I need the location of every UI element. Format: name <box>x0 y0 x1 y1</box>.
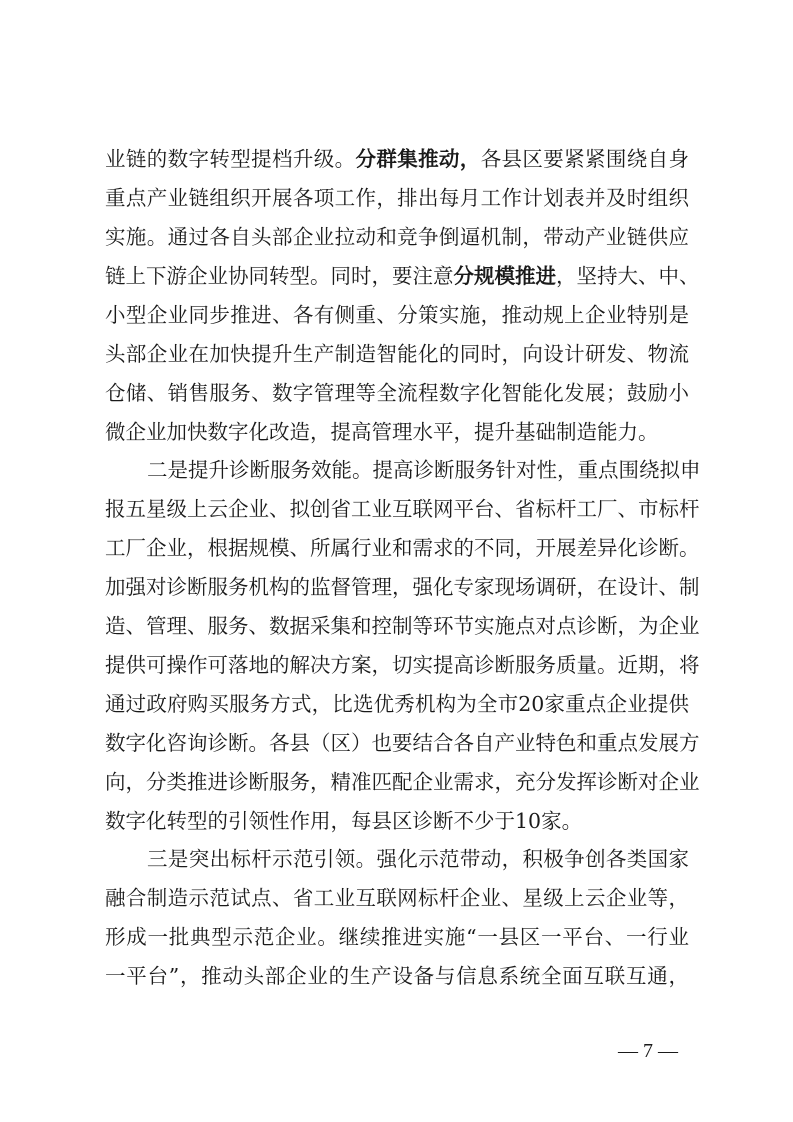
text-line <box>105 225 689 249</box>
text-line <box>105 420 689 444</box>
text-segment: 融合制造示范试点、省工业互联网标杆企业、星级上云企业等， <box>105 886 689 910</box>
text-segment: 提供可操作可落地的解决方案，切实提高诊断服务质量。近期，将 <box>105 653 700 677</box>
text-line <box>105 692 689 716</box>
text-line <box>105 770 700 794</box>
emphasis-text: 二是提升诊断服务效能。 <box>147 458 373 482</box>
text-segment: 仓储、销售服务、数字管理等全流程数字化智能化发展；鼓励小 <box>105 381 689 405</box>
text-segment: 小型企业同步推进、各有侧重、分策实施，推动规上企业特别是 <box>105 303 689 327</box>
text-line <box>105 886 689 910</box>
emphasis-text: 三是突出标杆示范引领。 <box>147 847 377 871</box>
text-line <box>105 381 689 405</box>
text-line <box>105 964 689 988</box>
text-segment: 报五星级上云企业、拟创省工业互联网平台、省标杆工厂、市标杆 <box>105 497 700 521</box>
page-number: — 7 — <box>618 1040 678 1062</box>
text-segment: 向，分类推进诊断服务，精准匹配企业需求，充分发挥诊断对企业 <box>105 770 700 794</box>
text-line <box>105 264 700 288</box>
text-line <box>105 809 689 833</box>
text-line <box>105 186 689 210</box>
text-segment: 形成一批典型示范企业。继续推进实施“一县区一平台、一行业 <box>105 925 689 949</box>
text-segment: 重点产业链组织开展各项工作，排出每月工作计划表并及时组织 <box>105 186 689 210</box>
text-segment: 业链的数字转型提档升级。 <box>105 147 356 171</box>
text-line <box>105 497 700 521</box>
text-line <box>147 847 689 871</box>
text-segment: 强化示范带动，积极争创各类国家 <box>376 847 690 871</box>
emphasis-text: 分群集推动， <box>355 147 481 171</box>
text-segment: 链上下游企业协同转型。同时，要注意 <box>105 264 454 288</box>
text-line <box>105 342 689 366</box>
text-line <box>105 303 689 327</box>
text-segment: 造、管理、服务、数据采集和控制等环节实施点对点诊断，为企业 <box>105 614 700 638</box>
text-segment: 数字化咨询诊断。各县（区）也要结合各自产业特色和重点发展方 <box>105 731 700 755</box>
text-line <box>105 536 700 560</box>
text-line <box>105 147 689 171</box>
text-segment: 一平台”，推动头部企业的生产设备与信息系统全面互联互通， <box>105 964 689 988</box>
text-line <box>105 653 700 677</box>
text-segment: 工厂企业，根据规模、所属行业和需求的不同，开展差异化诊断。 <box>105 536 700 560</box>
text-segment: 数字化转型的引领性作用，每县区诊断不少于10家。 <box>105 809 583 833</box>
emphasis-text: 分规模推进 <box>453 264 556 288</box>
text-segment: 加强对诊断服务机构的监督管理，强化专家现场调研，在设计、制 <box>105 575 700 599</box>
text-line <box>105 731 700 755</box>
text-segment: 实施。通过各自头部企业拉动和竞争倒逼机制，带动产业链供应 <box>105 225 689 249</box>
text-segment: 通过政府购买服务方式，比选优秀机构为全市20家重点企业提供 <box>105 692 689 716</box>
text-segment: 各县区要紧紧围绕自身 <box>480 147 690 171</box>
text-line <box>105 614 700 638</box>
text-segment: 提高诊断服务针对性，重点围绕拟申 <box>372 458 701 482</box>
text-segment: 头部企业在加快提升生产制造智能化的同时，向设计研发、物流 <box>105 342 689 366</box>
text-line <box>105 925 689 949</box>
text-line <box>105 575 700 599</box>
text-segment: ，坚持大、中、 <box>556 264 700 288</box>
text-segment: 微企业加快数字化改造，提高管理水平，提升基础制造能力。 <box>105 420 659 444</box>
text-line <box>147 458 701 482</box>
